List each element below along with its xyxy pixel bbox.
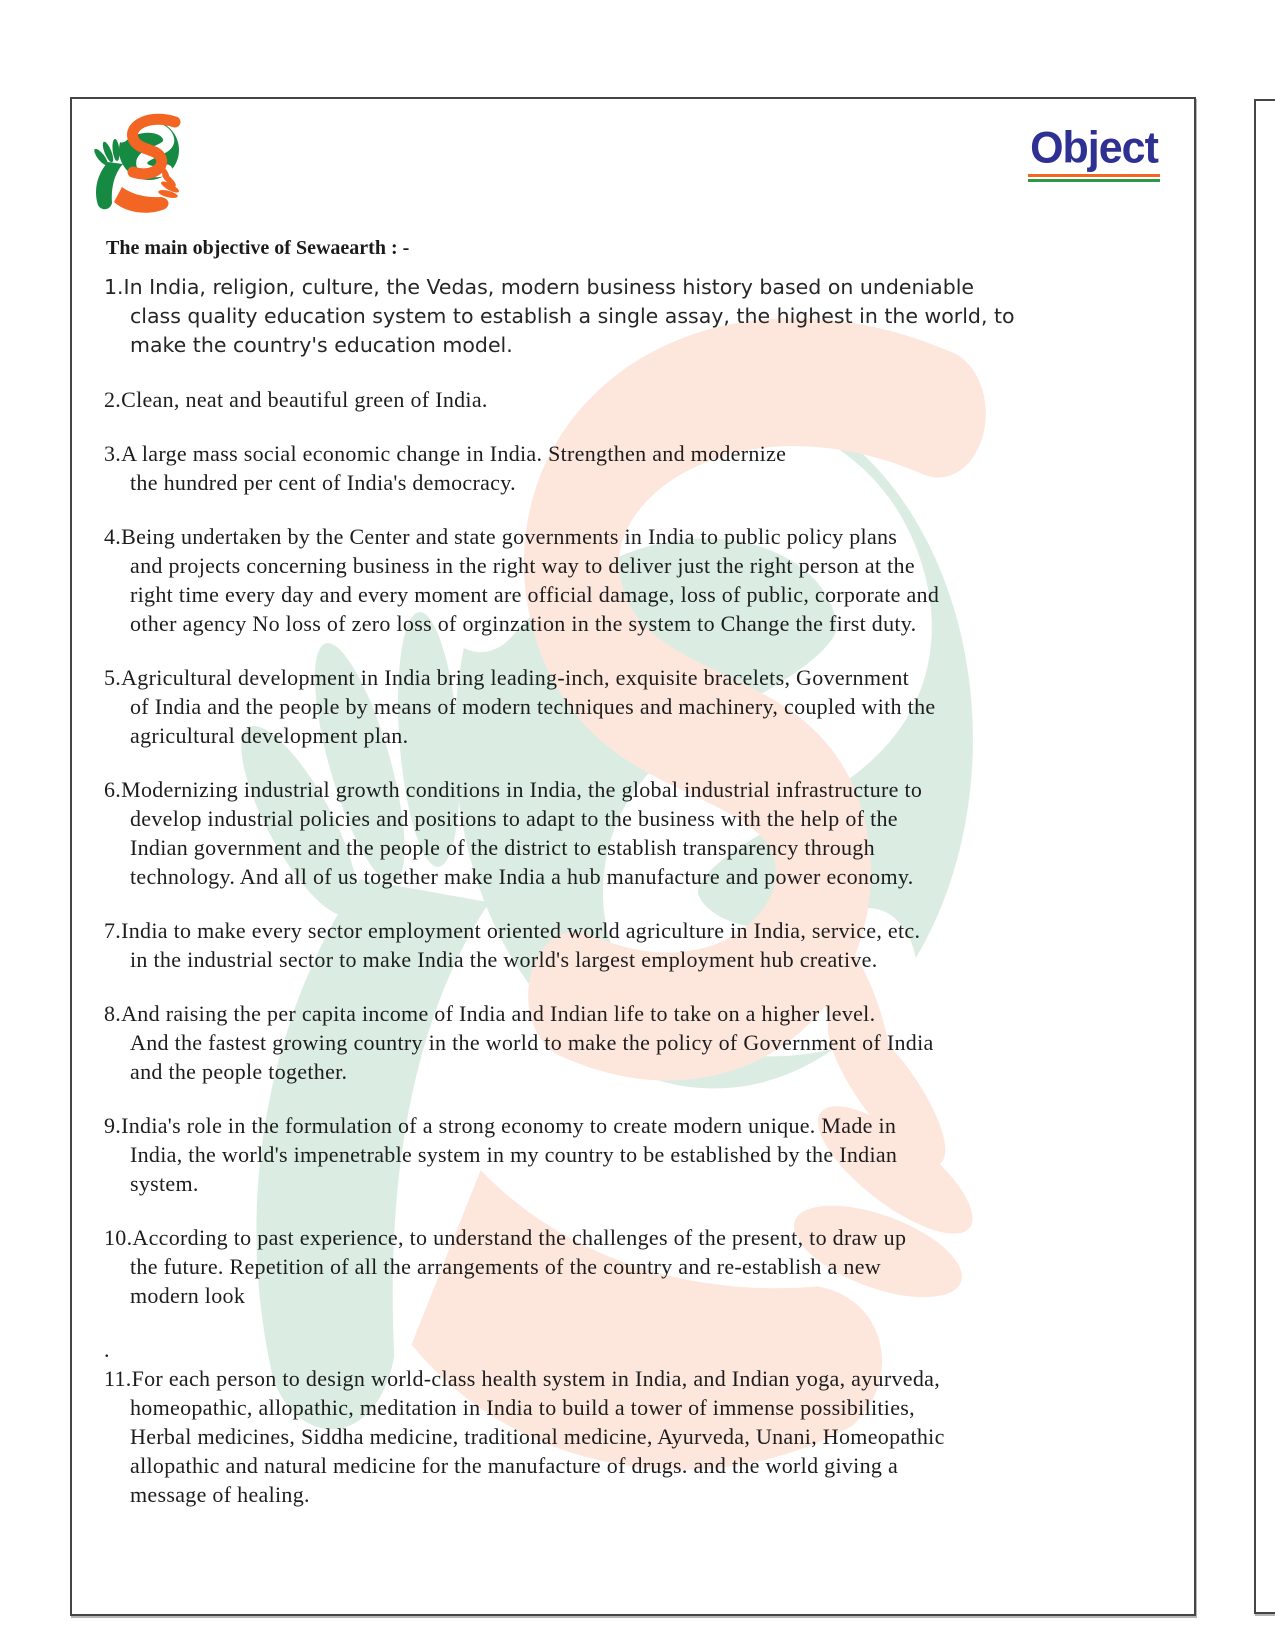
next-page-edge [1254, 99, 1275, 1614]
stray-period: . [104, 1337, 110, 1362]
objective-item-8: 8.And raising the per capita income of India and Indian life to take on a higher level. And the fastest growing country in the world to make the policy of Government of India and the people together. [104, 1001, 934, 1084]
underline-orange-bar [1028, 174, 1160, 177]
page-header [72, 99, 1194, 221]
page-content [72, 221, 1192, 1509]
objective-item-11: 11.For each person to design world-class health system in India, and Indian yoga, ayurveda, homeopathic, allopathic, meditation in India to build a tower of immense possibilities, Herbal medicines, Siddha medicine, traditional medicine, Ayurveda, Unani, Homeopathic allopathic and natural medicine for the manufacture of drugs. and the world giving a message of healing. [104, 1366, 945, 1507]
underline-green-bar [1028, 179, 1160, 182]
objectives-list [104, 273, 1192, 1509]
objective-item-6: 6.Modernizing industrial growth conditions in India, the global industrial infrastructure to develop industrial policies and positions to adapt to the business with the help of the Indian government and the people of the district to establish transparency through technology. And all of us together make India a hub manufacture and power economy. [104, 777, 923, 889]
section-heading: The main objective of Sewaearth : - [106, 237, 410, 259]
objective-item-3: 3.A large mass social economic change in India. Strengthen and modernize the hundred per cent of India's democracy. [104, 441, 787, 495]
title-underline [1028, 174, 1160, 182]
objective-item-9: 9.India's role in the formulation of a strong economy to create modern unique. Made in India, the world's impenetrable system in my country to be established by the Indian system. [104, 1113, 898, 1196]
objective-item-10: 10.According to past experience, to understand the challenges of the present, to draw up the future. Repetition of all the arrangements of the country and re-establish a new modern look [104, 1225, 907, 1308]
objective-item-2: 2.Clean, neat and beautiful green of India. [104, 387, 488, 412]
objective-item-5: 5.Agricultural development in India bring leading-inch, exquisite bracelets, Government of India and the people by means of modern techniques and machinery, coupled with the agricultural development plan. [104, 665, 936, 748]
page-title: Object [1030, 123, 1158, 173]
document-page [70, 97, 1196, 1616]
objective-item-4: 4.Being undertaken by the Center and state governments in India to public policy plans and projects concerning business in the right way to deliver just the right person at the right time every day and every moment are official damage, loss of public, corporate and other agency No loss of zero loss of orginzation in the system to Change the first duty. [104, 524, 940, 636]
object-title-block [1028, 125, 1160, 182]
sewaearth-logo [88, 110, 198, 220]
objective-item-1: 1.In India, religion, culture, the Vedas, modern business history based on undeniable class quality education system to establish a single assay, the highest in the world, to make the country's education model. [104, 275, 1015, 357]
objective-item-7: 7.India to make every sector employment oriented world agriculture in India, service, etc. in the industrial sector to make India the world's largest employment hub creative. [104, 918, 921, 972]
